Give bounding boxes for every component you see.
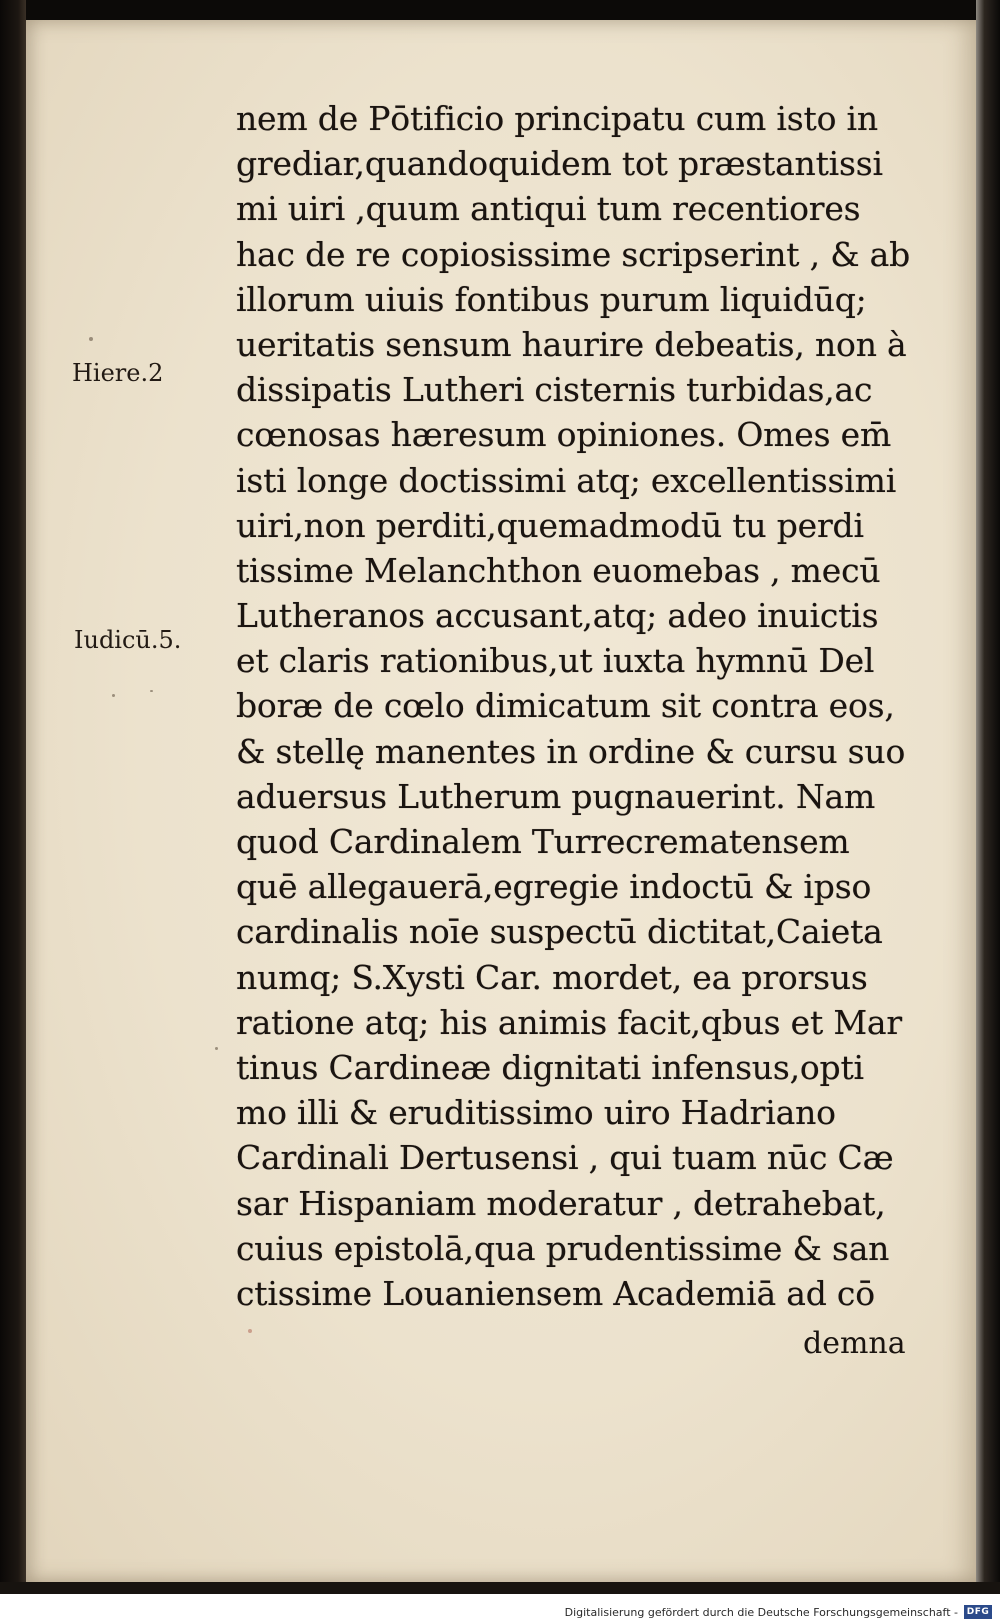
text-line: isti longe doctissimi atq; excellentissimi	[236, 460, 897, 500]
scan-left-border	[0, 0, 26, 1590]
ink-speck	[112, 694, 115, 697]
text-line: uiri,non perditi,quemadmodū tu perdi	[236, 505, 864, 545]
text-line: ctissime Louaniensem Academiā ad cō	[236, 1273, 875, 1313]
text-line: et claris rationibus,ut iuxta hymnū Del	[236, 641, 875, 681]
ink-speck	[150, 690, 153, 692]
ink-speck	[215, 1047, 218, 1050]
body-text	[236, 96, 948, 1316]
text-line: ratione atq; his animis facit,qbus et Mar	[236, 1002, 902, 1042]
scan-top-border	[0, 0, 1000, 20]
text-line: tissime Melanchthon euomebas , mecū	[236, 550, 881, 590]
text-line: illorum uiuis fontibus purum liquidūq;	[236, 279, 867, 319]
text-line: ueritatis sensum haurire debeatis, non à	[236, 324, 907, 364]
text-line: quod Cardinalem Turrecrematensem	[236, 822, 850, 861]
margin-note-iudicum: Iudicū.5.	[74, 626, 182, 654]
text-line: cuius epistolā,qua prudentissime & san	[236, 1228, 890, 1268]
ink-speck	[248, 1329, 252, 1333]
text-line: Lutheranos accusant,atq; adeo inuictis	[236, 596, 879, 636]
text-line: numq; S.Xysti Car. mordet, ea prorsus	[236, 957, 868, 997]
text-line: mi uiri ,quum antiqui tum recentiores	[236, 189, 861, 229]
text-line: nem de Pōtificio principatu cum isto in	[236, 99, 878, 138]
text-line: & stellę manentes in ordine & cursu suo	[236, 731, 906, 771]
text-line: grediar,quandoquidem tot præstantissi	[236, 144, 883, 184]
ink-speck	[89, 337, 93, 341]
margin-note-hiere: Hiere.2	[72, 359, 164, 387]
text-line: tinus Cardineæ dignitati infensus,opti	[236, 1047, 864, 1087]
text-line: boræ de cœlo dimicatum sit contra eos,	[236, 686, 895, 726]
scan-right-edge	[976, 0, 1000, 1590]
text-line: cardinalis noīe suspectū dictitat,Caieta	[236, 912, 883, 952]
dfg-logo: DFG	[964, 1605, 992, 1619]
text-line: mo illi & eruditissimo uiro Hadriano	[236, 1093, 836, 1133]
text-line: Cardinali Dertusensi , qui tuam nūc Cæ	[236, 1138, 894, 1178]
text-line: aduersus Lutherum pugnauerint. Nam	[236, 776, 876, 816]
text-line: hac de re copiosissime scripserint , & ab	[236, 234, 911, 274]
text-line: cœnosas hæresum opiniones. Omes em̄	[236, 415, 892, 455]
catchword: demna	[803, 1326, 906, 1361]
text-line: dissipatis Lutheri cisternis turbidas,ac	[236, 370, 873, 410]
text-line: quē allegauerā,egregie indoctū & ipso	[236, 867, 872, 907]
footer-credit: Digitalisierung gefördert durch die Deutsche Forschungsgemeinschaft -	[564, 1606, 958, 1619]
text-line: sar Hispaniam moderatur , detrahebat,	[236, 1183, 886, 1223]
scan-bottom-border	[0, 1582, 1000, 1594]
